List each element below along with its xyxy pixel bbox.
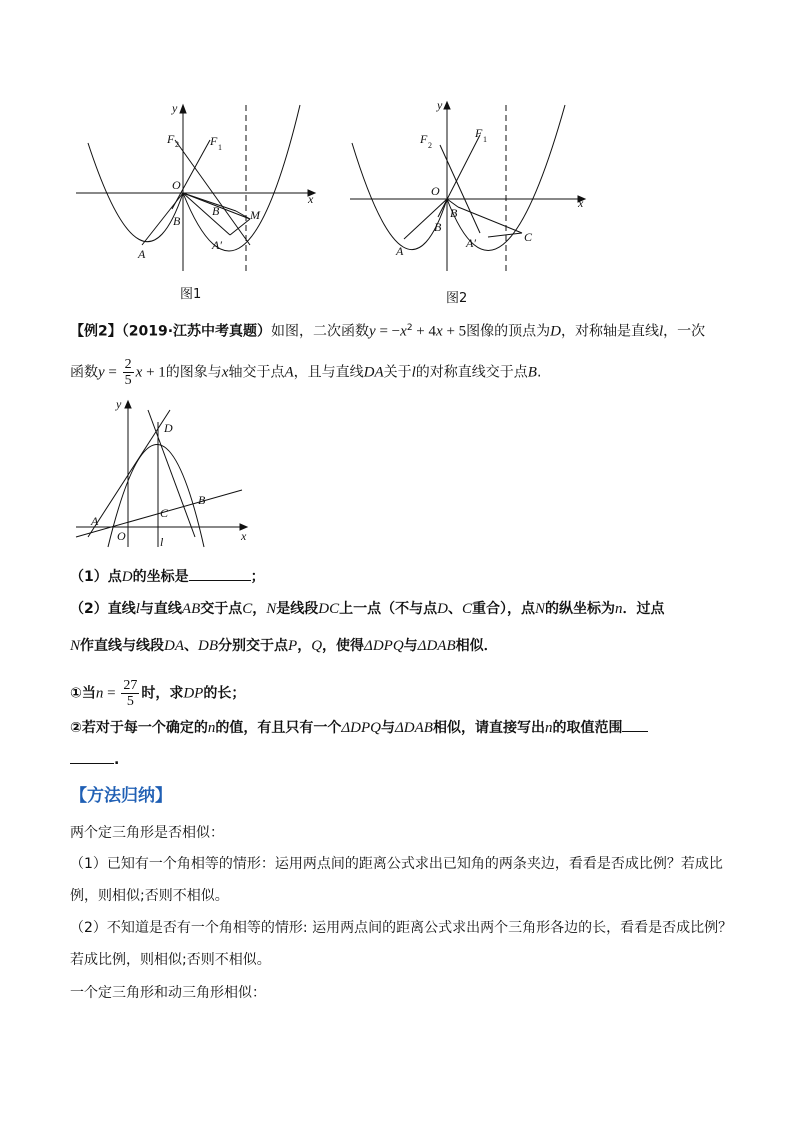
- text: 的纵坐标为: [545, 601, 615, 617]
- label-l: l: [160, 535, 164, 549]
- math: n: [544, 720, 553, 736]
- math: ΔDPQ: [364, 638, 404, 654]
- method-paragraph-2: （1）已知有一个角相等的情形：运用两点间的距离公式求出已知角的两条夹边，看看是否成比例？若成比: [70, 856, 723, 872]
- label-A: A: [138, 247, 146, 261]
- segment-CA1: [488, 233, 522, 237]
- math: DA: [363, 364, 384, 381]
- text: 相似．: [455, 638, 498, 654]
- math: x: [436, 323, 443, 340]
- text: 的坐标是: [132, 569, 189, 585]
- math: y: [98, 364, 105, 381]
- math: DA: [164, 638, 185, 654]
- text: ②若对于每一个确定的: [70, 720, 208, 736]
- example-2-line-1: [70, 318, 705, 342]
- text: 的取值范围: [552, 720, 623, 736]
- text: 与直线: [139, 601, 182, 617]
- method-paragraph-6: 一个定三角形和动三角形相似：: [70, 985, 266, 1001]
- math: x: [400, 323, 407, 340]
- text: ，: [297, 638, 312, 654]
- math: + 4: [412, 323, 437, 340]
- segment-BC: [458, 207, 522, 233]
- math: A: [284, 364, 294, 381]
- text: 轴交于点: [228, 364, 285, 381]
- text: 相似，请直接写出: [432, 720, 545, 736]
- text: .: [536, 364, 542, 381]
- parabola-2: [183, 105, 300, 251]
- math: y: [369, 323, 376, 340]
- answer-blank[interactable]: [622, 731, 648, 732]
- math: P: [288, 638, 298, 654]
- label-O: O: [431, 184, 440, 198]
- text: ，: [252, 601, 267, 617]
- text: ①当: [70, 685, 96, 702]
- label-F1: F: [475, 126, 483, 140]
- text: ．过点: [622, 601, 665, 617]
- example-tag: 【例2】: [70, 323, 122, 340]
- fraction: [123, 357, 134, 388]
- text: ，且与直线: [293, 364, 364, 381]
- method-paragraph-3: 例，则相似;否则不相似。: [70, 888, 229, 904]
- label-x: x: [308, 192, 314, 206]
- text: 是线段: [276, 601, 319, 617]
- text: ，一次: [663, 323, 706, 340]
- math: l: [411, 364, 416, 381]
- math: DB: [198, 638, 219, 654]
- label-y: y: [116, 397, 122, 411]
- figure-1: [60, 95, 330, 280]
- label-F2-sub: 2: [428, 141, 432, 150]
- method-paragraph-4: （2）不知道是否有一个角相等的情形: 运用两点间的距离公式求出两个三角形各边的长，看看是否成比例？: [70, 920, 733, 936]
- line-AB: [76, 490, 242, 537]
- question-1: [70, 567, 265, 587]
- question-2-line-1: [70, 599, 665, 619]
- label-x: x: [241, 529, 247, 543]
- label-F2: F: [167, 132, 175, 146]
- math: D: [550, 323, 561, 340]
- label-M: M: [250, 208, 260, 222]
- label-C: C: [160, 506, 169, 520]
- answer-blank-cont[interactable]: [70, 763, 114, 764]
- text: 交于点: [200, 601, 243, 617]
- label-x: x: [578, 196, 584, 210]
- line-F2: [440, 145, 480, 233]
- text: ，对称轴是直线: [561, 323, 659, 340]
- math: B: [527, 364, 537, 381]
- label-A: A: [91, 514, 99, 528]
- figure-2: [340, 95, 600, 280]
- label-A-prime: A′: [466, 236, 476, 250]
- method-paragraph-5: 若成比例，则相似;否则不相似。: [70, 952, 271, 968]
- label-B: B: [198, 493, 206, 507]
- label-B2: B: [450, 206, 458, 220]
- text: 的长；: [203, 685, 246, 702]
- label-B: B: [434, 220, 442, 234]
- math: n: [207, 720, 216, 736]
- y-axis-arrow: [180, 105, 186, 113]
- math: + 5: [442, 323, 467, 340]
- label-A: A: [396, 244, 404, 258]
- text: ，使得: [322, 638, 365, 654]
- math: D: [437, 601, 448, 617]
- text: 时，求: [141, 685, 184, 702]
- figure-3: [70, 392, 260, 557]
- math: DP: [183, 685, 204, 702]
- text: 与: [381, 720, 395, 736]
- math: C: [242, 601, 253, 617]
- math: =: [103, 685, 120, 702]
- label-B2: B: [212, 204, 220, 218]
- text: ；: [250, 569, 265, 585]
- text: （2）直线: [70, 601, 136, 617]
- method-heading: 【方法归纳】: [70, 786, 172, 806]
- example-2-line-2: [70, 357, 541, 388]
- text: 作直线与线段: [80, 638, 165, 654]
- question-2-1: [70, 678, 245, 709]
- text: 函数: [70, 364, 98, 381]
- label-F1-sub: 1: [218, 143, 222, 152]
- math-exponent: 2: [406, 323, 413, 333]
- text: 、: [447, 601, 462, 617]
- text: 分别交于点: [218, 638, 289, 654]
- text: 的值，有且只有一个: [215, 720, 342, 736]
- line-F1: [438, 135, 480, 217]
- figure-2-caption: 图2: [446, 291, 468, 306]
- label-D: D: [164, 421, 173, 435]
- label-F1: F: [210, 134, 218, 148]
- math: AB: [181, 601, 201, 617]
- math: + 1: [142, 364, 166, 381]
- fraction-denominator: 5: [124, 373, 132, 388]
- math: D: [121, 569, 133, 585]
- math: N: [266, 601, 277, 617]
- text: .: [114, 752, 120, 768]
- math: n: [95, 685, 104, 702]
- question-2-line-2: [70, 636, 498, 656]
- math: ΔDAB: [417, 638, 456, 654]
- label-F2: F: [420, 132, 428, 146]
- math: Q: [311, 638, 323, 654]
- label-O: O: [172, 178, 181, 192]
- math: ΔDPQ: [341, 720, 381, 736]
- math: x: [221, 364, 229, 381]
- parabola-1: [88, 143, 183, 242]
- text: （1）点: [70, 569, 122, 585]
- answer-blank[interactable]: [189, 580, 251, 581]
- text: 的图象与: [165, 364, 222, 381]
- y-axis-arrow: [125, 401, 131, 408]
- label-A-prime: A′: [212, 238, 222, 252]
- math: n: [615, 601, 623, 617]
- fraction-denominator: 5: [126, 694, 134, 709]
- text: 的对称直线交于点: [415, 364, 528, 381]
- label-C: C: [524, 230, 533, 244]
- math: ΔDAB: [395, 720, 433, 736]
- math: C: [461, 601, 472, 617]
- question-2-2: [70, 718, 648, 738]
- fraction: [121, 678, 139, 709]
- text: 重合），点: [471, 601, 535, 617]
- label-O: O: [117, 529, 126, 543]
- label-F1-sub: 1: [483, 135, 487, 144]
- math: = −: [375, 323, 401, 340]
- text: 与: [403, 638, 418, 654]
- math: l: [135, 601, 140, 617]
- math: N: [70, 638, 81, 654]
- math: l: [659, 323, 664, 340]
- example-source: （2019·江苏中考真题）: [121, 323, 272, 340]
- math: =: [104, 364, 121, 381]
- label-y: y: [437, 98, 443, 112]
- question-2-2-cont: [70, 750, 119, 770]
- segment-OA1: [183, 193, 230, 235]
- math: N: [534, 601, 545, 617]
- text: 如图，二次函数: [271, 323, 370, 340]
- math: DC: [318, 601, 340, 617]
- line-F1: [172, 140, 210, 209]
- text: 关于: [383, 364, 412, 381]
- math: x: [135, 364, 143, 381]
- text: 图像的顶点为: [466, 323, 551, 340]
- text: 上一点（不与点: [339, 601, 438, 617]
- fraction-numerator: 27: [123, 678, 138, 693]
- label-F2-sub: 2: [175, 140, 179, 149]
- label-y: y: [172, 101, 178, 115]
- label-B: B: [173, 214, 181, 228]
- y-axis-arrow: [444, 102, 450, 109]
- method-paragraph-1: 两个定三角形是否相似：: [70, 825, 224, 841]
- fraction-numerator: 2: [124, 357, 132, 372]
- text: 、: [184, 638, 199, 654]
- figure-1-caption: 图1: [180, 287, 202, 302]
